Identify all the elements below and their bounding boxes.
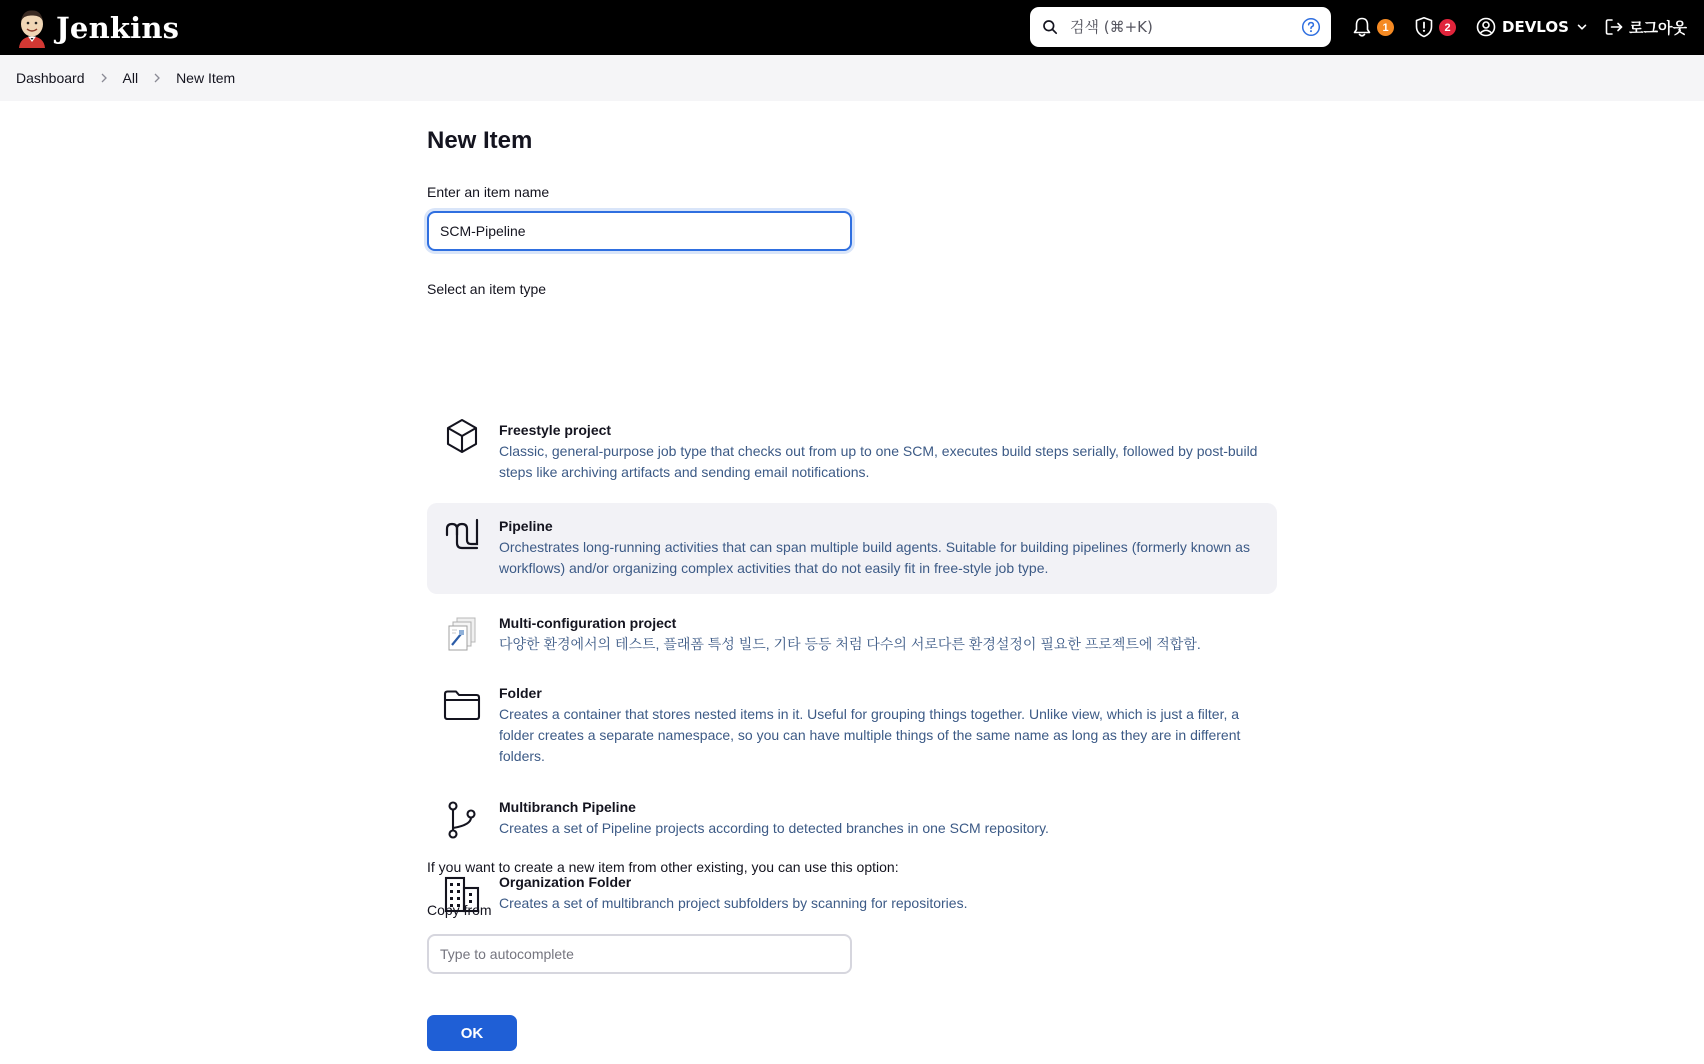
item-type-description: Creates a container that stores nested items in it. Useful for grouping things together. Unlike view, which is just a filter, a folder creates a separate namespace, so you can have multiple things of the same name as long as they are in different folders. [499, 706, 1241, 764]
item-type-multi-configuration[interactable] [427, 601, 1277, 669]
item-name-label: Enter an item name [427, 184, 550, 200]
bell-icon [1352, 16, 1372, 38]
logo-text: Jenkins [56, 11, 180, 45]
security-count-badge: 2 [1439, 19, 1456, 36]
item-type-description: Orchestrates long-running activities that can span multiple build agents. Suitable for building pipelines (formerly known as workflows) and/or organizing complex activities that do not easily fit in free-style job type. [499, 539, 1250, 576]
user-menu[interactable] [1476, 14, 1588, 40]
item-type-label: Select an item type [427, 281, 547, 297]
search-box [1030, 7, 1331, 47]
item-type-freestyle[interactable] [427, 401, 1277, 485]
item-type-title: Pipeline [499, 518, 553, 534]
item-type-description: Creates a set of multibranch project subfolders by scanning for repositories. [499, 895, 968, 911]
page-title: New Item [427, 127, 533, 154]
logout-button[interactable] [1604, 14, 1687, 40]
git-branch-icon [443, 801, 481, 839]
help-icon[interactable] [1301, 17, 1321, 37]
chevron-right-icon [99, 73, 109, 83]
search-icon [1042, 19, 1058, 35]
breadcrumb [16, 55, 235, 101]
breadcrumb-new-item[interactable]: New Item [176, 70, 236, 86]
notification-count-badge: 1 [1377, 19, 1394, 36]
user-avatar-icon [1476, 17, 1496, 37]
matrix-project-icon [443, 616, 481, 654]
item-type-multibranch-pipeline[interactable] [427, 791, 1277, 853]
item-type-title: Multibranch Pipeline [499, 799, 636, 815]
breadcrumb-all[interactable]: All [122, 70, 139, 86]
breadcrumb-dashboard[interactable]: Dashboard [16, 70, 85, 86]
item-type-description: Creates a set of Pipeline projects according to detected branches in one SCM repository. [499, 820, 1049, 836]
item-name-input[interactable] [427, 211, 852, 251]
top-header [0, 0, 1704, 55]
breadcrumb-bar [0, 55, 1704, 101]
item-type-pipeline[interactable] [427, 503, 1277, 594]
cube-icon [443, 417, 481, 455]
ok-button[interactable]: OK [427, 1015, 517, 1051]
search-input[interactable] [1070, 7, 1290, 47]
user-name: DEVLOS [1502, 18, 1569, 36]
notifications-button[interactable] [1352, 14, 1394, 40]
folder-icon [443, 686, 481, 724]
item-type-title: Folder [499, 685, 542, 701]
item-type-title: Organization Folder [499, 874, 632, 890]
logout-label: 로그아웃 [1629, 18, 1687, 37]
item-type-folder[interactable] [427, 672, 1277, 770]
chevron-down-icon [1576, 21, 1588, 33]
pipeline-icon [443, 517, 481, 555]
jenkins-logo[interactable] [16, 6, 336, 50]
logout-icon [1604, 17, 1624, 37]
item-type-title: Freestyle project [499, 422, 612, 438]
item-type-organization-folder[interactable] [427, 866, 1277, 928]
copy-from-hint: If you want to create a new item from other existing, you can use this option: [427, 859, 899, 875]
jenkins-butler-icon [16, 8, 48, 48]
chevron-right-icon [152, 73, 162, 83]
copy-from-label: Copy from [427, 902, 492, 918]
copy-from-input[interactable] [427, 934, 852, 974]
item-type-title: Multi-configuration project [499, 615, 677, 631]
security-button[interactable] [1414, 14, 1456, 40]
item-type-description: 다양한 환경에서의 테스트, 플래폼 특성 빌드, 기타 등등 처럼 다수의 서로다른 환경설정이 필요한 프로젝트에 적합함. [499, 636, 1201, 652]
shield-icon [1414, 16, 1434, 38]
item-type-description: Classic, general-purpose job type that checks out from up to one SCM, executes build steps serially, followed by post-build steps like archiving artifacts and sending email notifications. [499, 443, 1258, 480]
